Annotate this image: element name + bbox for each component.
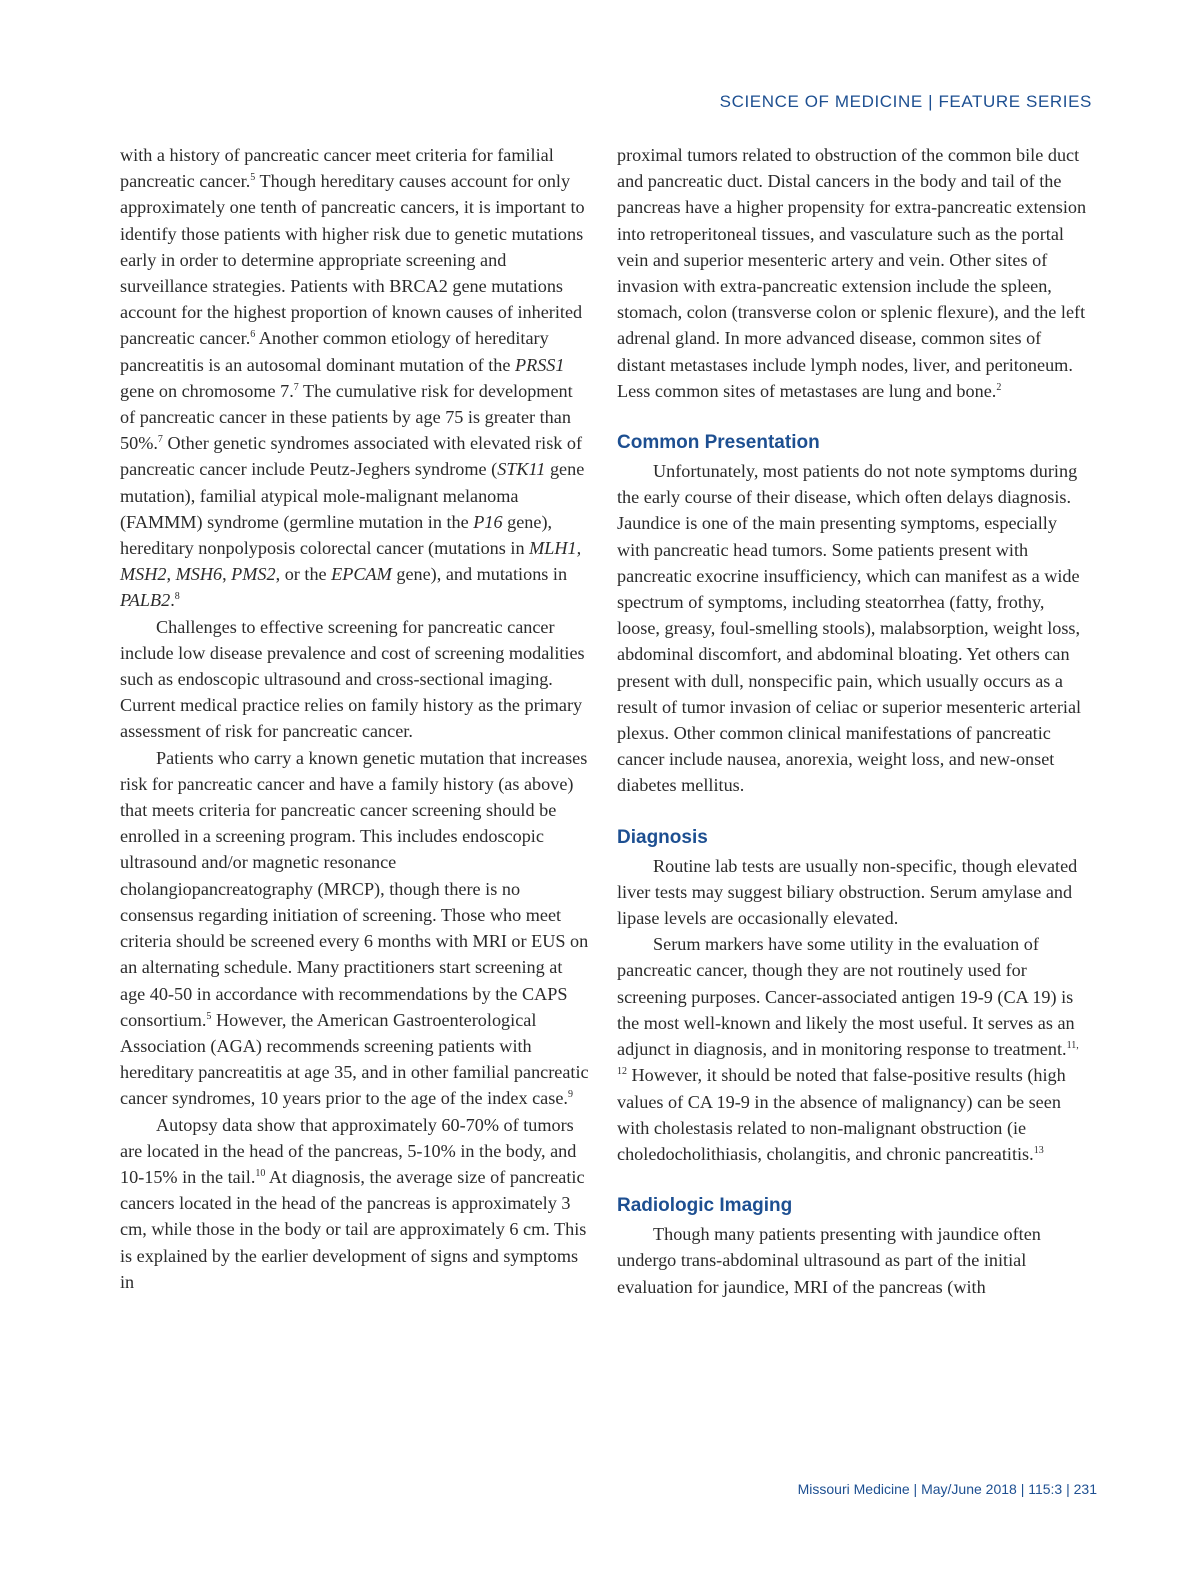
paragraph-autopsy-data: Autopsy data show that approximately 60-70% of tumors are located in the head of the pancreas, 5-10% in the body, and 10-15% in the tail.$^{10}$ At diagnosis, the average size of pancreatic cancers located in the head of the pancreas is approximately 3 cm, while those in the body or tail are approximately 6 cm. This is explained by the earlier development of signs and symptoms in <box>120 1114 587 1292</box>
citation: 5 <box>250 172 256 184</box>
left-column <box>120 142 590 1295</box>
running-header: SCIENCE OF MEDICINE | FEATURE SERIES <box>719 92 1092 111</box>
gene-name: EPCAM <box>331 564 392 585</box>
gene-name: P16 <box>473 511 503 532</box>
gene-name: PALB2 <box>120 590 171 611</box>
section-heading-radiologic-imaging: Radiologic Imaging <box>617 1195 793 1217</box>
paragraph-lab-tests: Routine lab tests are usually non-specific, though elevated liver tests may suggest biliary obstruction. Serum amylase and lipase levels are occasionally elevated. <box>617 855 1078 929</box>
gene-name: PMS2 <box>231 564 276 585</box>
citation: 7 <box>293 381 299 393</box>
paragraph-presentation: Unfortunately, most patients do not note symptoms during the early course of their disease, which often delays diagnosis. Jaundice is one of the main presenting symptoms, especially with pancreatic head tumors. Some patients present with pancreatic exocrine insufficiency, which can manifest as a wide spectrum of symptoms, including steatorrhea (fatty, frothy, loose, greasy, foul-smelling stools), malabsorption, weight loss, abdominal discomfort, and abdominal bloating. Yet others can present with dull, nonspecific pain, which usually occurs as a result of tumor invasion of celiac or superior mesenteric arterial plexus. Other common clinical manifestations of pancreatic cancer include nausea, anorexia, weight loss, and new-onset diabetes mellitus. <box>617 461 1082 796</box>
paragraph-serum-markers: Serum markers have some utility in the evaluation of pancreatic cancer, though they are not routinely used for screening purposes. Cancer-associated antigen 19-9 (CA 19) is the most well-known and likely the most useful. It serves as an adjunct in diagnosis, and in monitoring response to treatment.$^{11, 12}$ However, it should be noted that false-positive results (high values of CA 19-9 in the absence of malignancy) can be seen with cholestasis related to non-malignant obstruction (ie choledocholithiasis, cholangitis, and chronic pancreatitis.$^{13}$ <box>617 934 1079 1164</box>
right-column <box>617 142 1087 1300</box>
citation: 11, 12 <box>617 1040 1079 1078</box>
gene-name: PRSS1 <box>514 354 565 375</box>
paragraph-screening-challenges: Challenges to effective screening for pancreatic cancer include low disease prevalence and cost of screening modalities such as endoscopic ultrasound and cross-sectional imaging. Current medical practice relies on family history as the primary assessment of risk for pancreatic cancer. <box>120 616 585 742</box>
page-footer: Missouri Medicine | May/June 2018 | 115:3 | 231 <box>797 1481 1097 1497</box>
citation: 9 <box>567 1089 573 1101</box>
citation: 2 <box>996 381 1002 393</box>
citation: 5 <box>206 1010 212 1022</box>
citation: 7 <box>157 434 163 446</box>
citation: 6 <box>250 329 256 341</box>
paragraph-tumor-extension: proximal tumors related to obstruction of the common bile duct and pancreatic duct. Distal cancers in the body and tail of the pancreas have a higher propensity for extra-pancreatic extension into retroperitoneal tissues, and vasculature such as the portal vein and superior mesenteric artery and vein. Other sites of invasion with extra-pancreatic extension include the spleen, stomach, colon (transverse colon or splenic flexure), and the left adrenal gland. In more advanced disease, common sites of distant metastases include lymph nodes, liver, and peritoneum. Less common sites of metastases are lung and bone.$^2$ <box>617 145 1087 401</box>
gene-name: MLH1, MSH2 <box>120 538 582 585</box>
section-heading-diagnosis: Diagnosis <box>617 826 708 848</box>
paragraph-screening-program: Patients who carry a known genetic mutation that increases risk for pancreatic cancer and have a family history (as above) that meets criteria for pancreatic cancer screening should be enrolled in a screening program. This includes endoscopic ultrasound and/or magnetic resonance cholangiopancreatography (MRCP), though there is no consensus regarding initiation of screening. Those who meet criteria should be screened every 6 months with MRI or EUS on an alternating schedule. Many practitioners start screening at age 40-50 in accordance with recommendations by the CAPS consortium.$^5$ However, the American Gastroenterological Association (AGA) recommends screening patients with hereditary pancreatitis at age 35, and in other familial pancreatic cancer syndromes, 10 years prior to the age of the index case.$^9$ <box>120 747 589 1109</box>
gene-name: STK11 <box>497 459 546 480</box>
gene-name: MSH6 <box>175 564 223 585</box>
paragraph-imaging: Though many patients presenting with jaundice often undergo trans-abdominal ultrasound as part of the initial evaluation for jaundice, MRI of the pancreas (with <box>617 1224 1041 1297</box>
citation: 10 <box>255 1167 266 1179</box>
section-heading-common-presentation: Common Presentation <box>617 432 820 454</box>
citation: 13 <box>1033 1144 1044 1156</box>
paragraph-hereditary-causes: with a history of pancreatic cancer meet criteria for familial pancreatic cancer.$^5$ Though hereditary causes account for only approximately one tenth of pancreatic cancers, it is important to identify those patients with higher risk due to genetic mutations early in order to determine appropriate screening and surveillance strategies. Patients with BRCA2 gene mutations account for the highest proportion of known causes of inherited pancreatic cancer.$^6$ Another common etiology of hereditary pancreatitis is an autosomal dominant mutation of the PRSS1 gene on chromosome 7.$^7$ The cumulative risk for development of pancreatic cancer in these patients by age 75 is greater than 50%.$^7$ Other genetic syndromes associated with elevated risk of pancreatic cancer include Peutz-Jeghers syndrome (STK11 gene mutation), familial atypical mole-malignant melanoma (FAMMM) syndrome (germline mutation in the P16 gene), hereditary nonpolyposis colorectal cancer (mutations in MLH1, MSH2, MSH6, PMS2, or the EPCAM gene), and mutations in PALB2.$^8$ <box>120 145 585 611</box>
citation: 8 <box>174 591 180 603</box>
